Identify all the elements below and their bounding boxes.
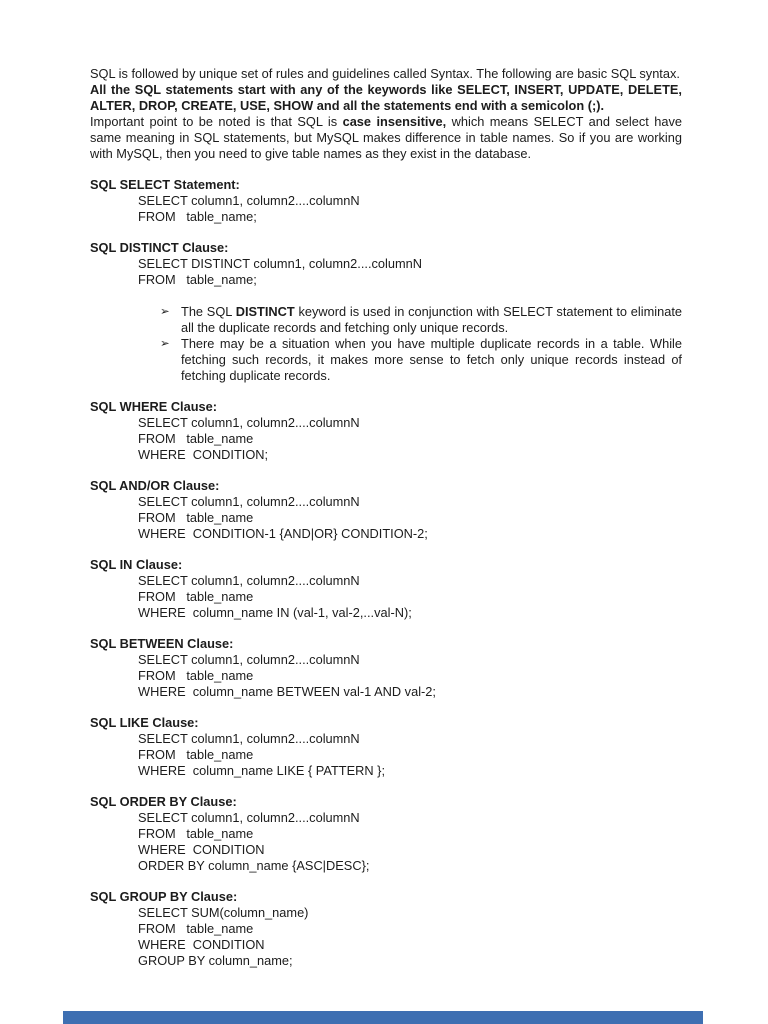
sql-section [90, 889, 682, 969]
code-line: FROM table_name [138, 510, 254, 525]
section-title: SQL ORDER BY Clause: [90, 794, 237, 809]
intro-paragraphs [90, 66, 682, 162]
code-line: WHERE column_name BETWEEN val-1 AND val-2; [138, 684, 436, 699]
text-run: The SQL [181, 304, 236, 319]
bold-text-run: case insensitive, [342, 114, 447, 129]
section-title: SQL SELECT Statement: [90, 177, 240, 192]
code-line: SELECT column1, column2....columnN [138, 652, 360, 667]
intro-paragraph [90, 114, 682, 162]
intro-paragraph [90, 66, 682, 82]
sql-section [90, 557, 682, 621]
code-line: SELECT column1, column2....columnN [138, 731, 360, 746]
section-title: SQL LIKE Clause: [90, 715, 199, 730]
code-line: WHERE CONDITION-1 {AND|OR} CONDITION-2; [138, 526, 428, 541]
bullet-text [181, 336, 682, 384]
code-line: FROM table_name [138, 589, 254, 604]
text-run: Important point to be noted is that SQL is [90, 114, 343, 129]
code-line: FROM table_name [138, 747, 254, 762]
section-title: SQL GROUP BY Clause: [90, 889, 238, 904]
sql-section [90, 177, 682, 225]
code-line: FROM table_name [138, 826, 254, 841]
sql-section [90, 794, 682, 874]
code-line: WHERE CONDITION; [138, 447, 269, 462]
code-line: SELECT column1, column2....columnN [138, 494, 360, 509]
intro-paragraph [90, 82, 682, 114]
bullet-text [181, 304, 682, 336]
text-run: There may be a situation when you have multiple duplicate records in a table. While fetching such records, it makes more sense to fetch only unique records instead of fetching duplicate records. [181, 336, 682, 383]
section-title: SQL DISTINCT Clause: [90, 240, 229, 255]
sql-section [90, 399, 682, 463]
section-title: SQL IN Clause: [90, 557, 183, 572]
sql-section [90, 636, 682, 700]
code-line: FROM table_name [138, 431, 254, 446]
code-line: SELECT column1, column2....columnN [138, 193, 360, 208]
code-line: WHERE column_name LIKE { PATTERN }; [138, 763, 386, 778]
code-line: SELECT DISTINCT column1, column2....columnN [138, 256, 422, 271]
sections [90, 177, 682, 969]
arrow-bullet-icon: ➢ [160, 338, 170, 350]
code-line: SELECT column1, column2....columnN [138, 573, 360, 588]
code-line: FROM table_name; [138, 209, 257, 224]
code-line: SELECT SUM(column_name) [138, 905, 309, 920]
bold-text-run: DISTINCT [235, 304, 295, 319]
code-line: WHERE column_name IN (val-1, val-2,...val-N); [138, 605, 412, 620]
arrow-bullet-icon: ➢ [160, 306, 170, 318]
code-line: SELECT column1, column2....columnN [138, 415, 360, 430]
code-line: WHERE CONDITION [138, 937, 265, 952]
next-page-header-bar [63, 1011, 703, 1024]
section-title: SQL BETWEEN Clause: [90, 636, 234, 651]
text-run: which means SELECT and select have same meaning in SQL statements, but MySQL makes difference in table names. So if you are working with MySQL, then you need to give table names as they exist in the database. [90, 114, 682, 161]
bold-text-run: All the SQL statements start with any of the keywords like SELECT, INSERT, UPDATE, DELETE, ALTER, DROP, CREATE, USE, SHOW and all the statements end with a semicolon (;). [90, 82, 682, 113]
text-run: SQL is followed by unique set of rules and guidelines called Syntax. The following are basic SQL syntax. [90, 66, 680, 81]
code-line: WHERE CONDITION [138, 842, 265, 857]
bullet-item [160, 336, 682, 384]
text-run: keyword is used in conjunction with SELECT statement to eliminate all the duplicate records and fetching only unique records. [181, 304, 683, 335]
sql-section [90, 478, 682, 542]
code-line: ORDER BY column_name {ASC|DESC}; [138, 858, 370, 873]
code-line: FROM table_name [138, 921, 254, 936]
section-title: SQL WHERE Clause: [90, 399, 218, 414]
code-line: SELECT column1, column2....columnN [138, 810, 360, 825]
sql-section [90, 240, 682, 384]
code-line: FROM table_name [138, 668, 254, 683]
document-content [90, 66, 682, 984]
section-title: SQL AND/OR Clause: [90, 478, 220, 493]
bullet-item [160, 304, 682, 336]
code-line: GROUP BY column_name; [138, 953, 293, 968]
code-line: FROM table_name; [138, 272, 257, 287]
bullet-list [90, 304, 682, 384]
sql-section [90, 715, 682, 779]
